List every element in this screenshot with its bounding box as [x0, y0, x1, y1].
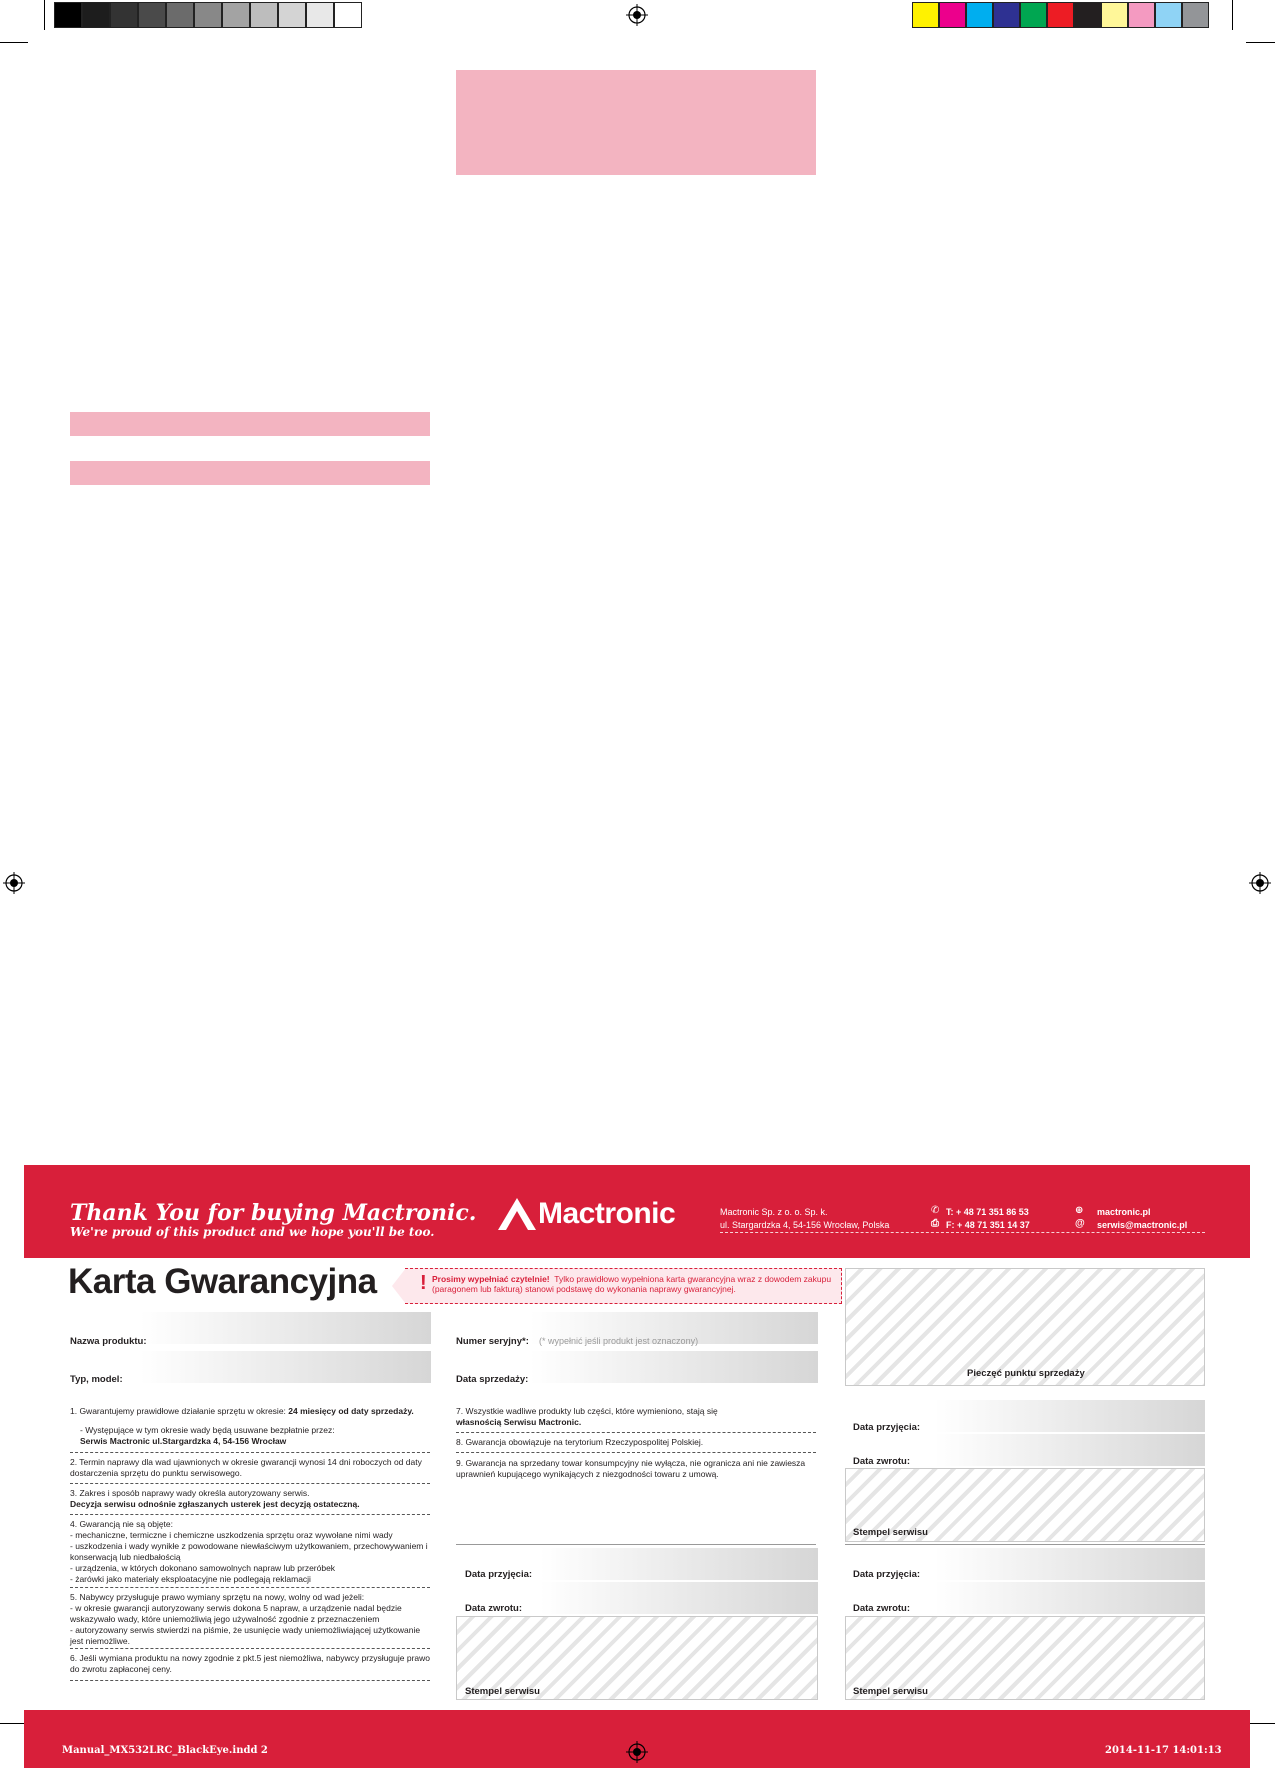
type-model-label: Typ, model: — [70, 1374, 123, 1385]
divider — [456, 1432, 816, 1433]
product-name-field[interactable] — [140, 1312, 431, 1344]
clause-5: 5. Nabywcy przysługuje prawo wymiany sprzętu na nowy, wolny od wad jeżeli: - w okresie gwarancji autoryzowany serwis dokona 5 napraw, a urządzenie nadal będzie wskazywało wady, które uniemożliwią jego używalność zgodnie z przeznaczeniem - autoryzowany serwis stwierdzi na piśmie, że usunięcie wady uniemożliwiającej użytkowanie jest niemożliwe. — [70, 1592, 421, 1646]
clause-8: 8. Gwarancja obowiązuje na terytorium Rzeczypospolitej Polskiej. — [456, 1437, 704, 1447]
swatch — [1182, 2, 1209, 28]
swatch — [250, 2, 278, 28]
thanks-heading: Thank You for buying Mactronic. — [70, 1200, 477, 1226]
swatch — [54, 2, 82, 28]
divider — [70, 1587, 430, 1588]
crop-mark — [0, 42, 28, 43]
divider — [845, 1544, 1205, 1545]
card-title: Karta Gwarancyjna — [68, 1262, 377, 1301]
crop-mark — [1232, 0, 1233, 30]
divider — [70, 1452, 430, 1453]
clause-6: 6. Jeśli wymiana produktu na nowy zgodnie z pkt.5 jest niemożliwa, nabywcy przysługuje prawo do zwrotu zapłaconej ceny. — [70, 1653, 431, 1674]
swatch — [1047, 2, 1074, 28]
sale-date-label: Data sprzedaży: — [456, 1374, 529, 1385]
swatch — [82, 2, 110, 28]
mactronic-logo-icon — [498, 1198, 536, 1230]
sale-date-field[interactable] — [530, 1351, 818, 1383]
clause-9: 9. Gwarancja na sprzedany towar konsumpcyjny nie wyłącza, nie ogranicza ani nie zawiesza uprawnień kupującego wynikających z niezgodności towaru z umową. — [456, 1458, 806, 1479]
swatch — [993, 2, 1020, 28]
footer-filename: Manual_MX532LRC_BlackEye.indd 2 — [62, 1745, 268, 1756]
swatch — [1128, 2, 1155, 28]
service2-stamp-label: Stempel serwisu — [465, 1686, 540, 1697]
at-icon: @ — [1075, 1218, 1085, 1229]
phone-number: T: + 48 71 351 86 53 — [946, 1207, 1029, 1217]
clause-3: 3. Zakres i sposób naprawy wady określa autoryzowany serwis. Decyzja serwisu odnośnie zgłaszanych usterek jest decyzją ostateczną. — [70, 1488, 360, 1509]
swatch — [110, 2, 138, 28]
divider — [70, 1483, 430, 1484]
placeholder-box — [456, 70, 816, 175]
registration-mark-icon — [3, 872, 25, 894]
divider — [70, 1514, 430, 1515]
swatch — [166, 2, 194, 28]
service1-returned-label: Data zwrotu: — [853, 1456, 910, 1467]
notice-arrow — [392, 1268, 406, 1304]
clause-1-sub: - Występujące w tym okresie wady będą usuwane bezpłatnie przez: Serwis Mactronic ul.Stargardzka 4, 54-156 Wrocław — [80, 1425, 335, 1446]
swatch — [939, 2, 966, 28]
phone-icon: ✆ — [931, 1205, 940, 1216]
swatch — [1074, 2, 1101, 28]
email-link[interactable]: serwis@mactronic.pl — [1097, 1220, 1188, 1230]
divider — [70, 1648, 430, 1649]
crop-mark — [44, 0, 45, 30]
crop-mark — [1246, 1723, 1275, 1724]
logo-text: Mactronic — [538, 1197, 676, 1230]
service3-returned-label: Data zwrotu: — [853, 1603, 910, 1614]
swatch — [912, 2, 939, 28]
registration-mark-icon — [1249, 872, 1271, 894]
clause-1: 1. Gwarantujemy prawidłowe działanie sprzętu w okresie: 24 miesięcy od daty sprzedaży. — [70, 1406, 414, 1416]
crop-mark — [1246, 42, 1275, 43]
company-address: ul. Stargardzka 4, 54-156 Wrocław, Polska — [720, 1220, 890, 1230]
service1-received-label: Data przyjęcia: — [853, 1422, 921, 1433]
website-link[interactable]: mactronic.pl — [1097, 1207, 1151, 1217]
swatch — [966, 2, 993, 28]
service3-received-field[interactable] — [935, 1548, 1205, 1580]
product-name-label: Nazwa produktu: — [70, 1336, 147, 1347]
service3-returned-field[interactable] — [935, 1582, 1205, 1614]
clause-7: 7. Wszystkie wadliwe produkty lub części, które wymieniono, stają się własnością Serwisu Mactronic. — [456, 1406, 718, 1427]
swatch — [334, 2, 362, 28]
swatch — [306, 2, 334, 28]
service2-received-field[interactable] — [540, 1548, 818, 1580]
service3-received-label: Data przyjęcia: — [853, 1569, 921, 1580]
placeholder-box — [70, 461, 430, 485]
divider — [720, 1232, 1205, 1233]
serial-number-hint: (* wypełnić jeśli produkt jest oznaczony) — [539, 1336, 699, 1346]
serial-number-label: Numer seryjny*: — [456, 1336, 529, 1347]
type-model-field[interactable] — [140, 1351, 431, 1383]
service1-received-field[interactable] — [935, 1400, 1205, 1432]
service2-returned-field[interactable] — [540, 1582, 818, 1614]
swatch — [138, 2, 166, 28]
registration-mark-icon — [626, 1741, 648, 1763]
swatch — [1155, 2, 1182, 28]
swatch — [194, 2, 222, 28]
sale-stamp-label: Pieczęć punktu sprzedaży — [967, 1368, 1085, 1379]
divider — [456, 1452, 816, 1453]
service2-returned-label: Data zwrotu: — [465, 1603, 522, 1614]
fax-number: F: + 48 71 351 14 37 — [946, 1220, 1030, 1230]
service2-received-label: Data przyjęcia: — [465, 1569, 533, 1580]
notice-text: Prosimy wypełniać czytelnie! Tylko prawidłowo wypełniona karta gwarancyjna wraz z dowodem zakupu (paragonem lub fakturą) stanowi podstawę do wykonania naprawy gwarancyjnej. — [432, 1274, 832, 1294]
service1-returned-field[interactable] — [935, 1434, 1205, 1466]
fax-icon: ⎙ — [931, 1218, 939, 1229]
footer-timestamp: 2014-11-17 14:01:13 — [1105, 1745, 1222, 1756]
globe-icon: ⊕ — [1075, 1205, 1084, 1216]
swatch — [222, 2, 250, 28]
swatch — [278, 2, 306, 28]
placeholder-box — [70, 412, 430, 436]
swatch — [1101, 2, 1128, 28]
service1-stamp-label: Stempel serwisu — [853, 1527, 928, 1538]
service3-stamp-label: Stempel serwisu — [853, 1686, 928, 1697]
clause-4: 4. Gwarancją nie są objęte: - mechaniczne, termiczne i chemiczne uszkodzenia sprzętu oraz wywołane nimi wady - uszkodzenia i wady wynikłe z powodowane niewłaściwym użytkowaniem, przechowywaniem i konserwacją lub niedbałością - urządzenia, w których dokonano samowolnych napraw lub przeróbek - żarówki jako materiały eksploatacyjne nie podlegają reklamacji — [70, 1519, 428, 1584]
divider — [456, 1544, 816, 1545]
registration-mark-icon — [626, 4, 648, 26]
exclamation-icon: ! — [420, 1272, 427, 1294]
swatch — [1020, 2, 1047, 28]
clause-2: 2. Termin naprawy dla wad ujawnionych w okresie gwarancji wynosi 14 dni roboczych od daty dostarczenia sprzętu do punktu serwisowego. — [70, 1457, 422, 1478]
company-name: Mactronic Sp. z o. o. Sp. k. — [720, 1207, 828, 1217]
divider — [70, 1680, 430, 1681]
thanks-subheading: We're proud of this product and we hope you'll be too. — [70, 1225, 435, 1239]
